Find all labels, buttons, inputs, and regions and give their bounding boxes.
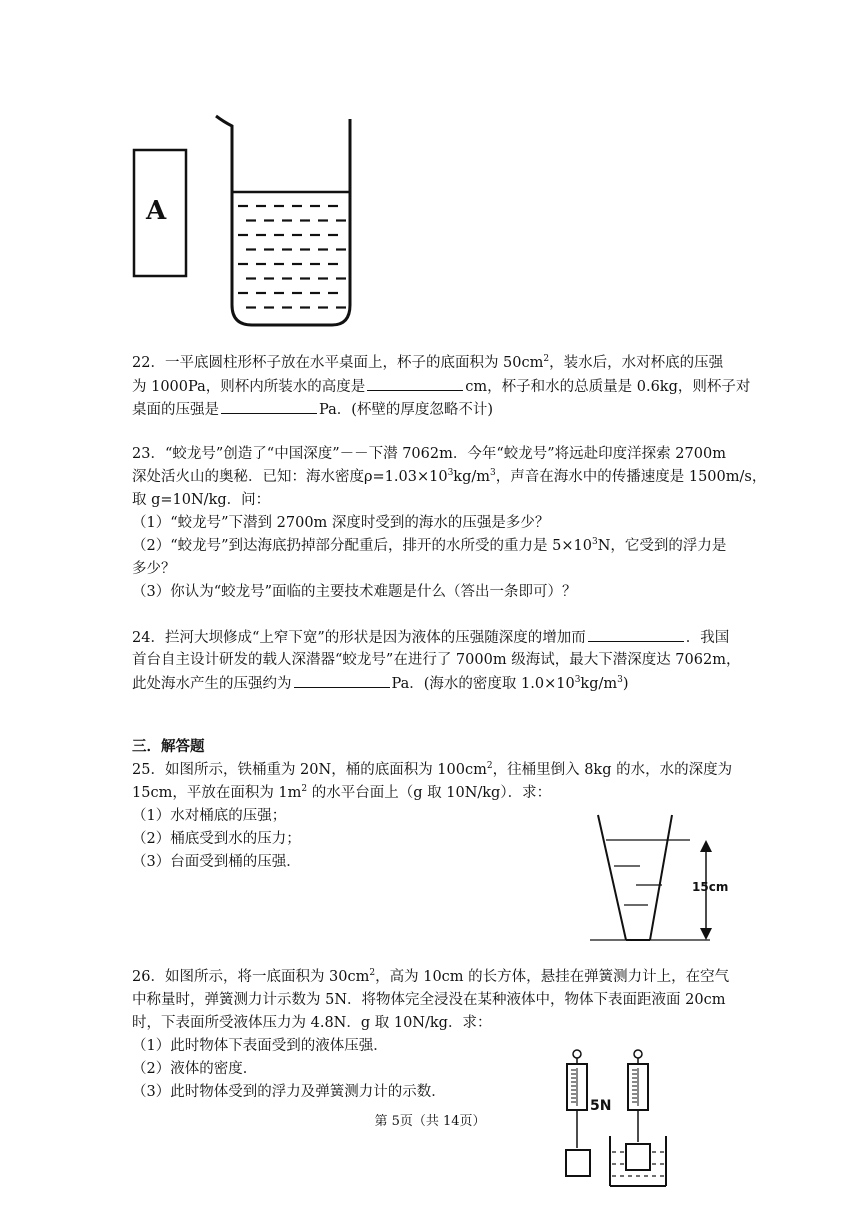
water-dashes: [238, 206, 346, 308]
q23-line7: （3）你认为“蛟龙号”面临的主要技术难题是什么（答出一条即可）？: [132, 584, 577, 600]
beaker: [216, 116, 350, 325]
q24-line2: 首台自主设计研发的载人深潜器“蛟龙号”在进行了 7000m 级海试，最大下潜深度达 7062m，: [132, 652, 741, 668]
q25-line1: 25．如图所示，铁桶重为 20N，桶的底面积为 $100cm^2$，往桶里倒入 8kg 的水，水的深度为: [132, 761, 733, 778]
q25-line4: （2）桶底受到水的压力；: [132, 831, 301, 847]
liquid-container: [610, 1136, 666, 1186]
q23-line6: 多少？: [132, 561, 176, 577]
bucket-depth-label: 15cm: [692, 880, 729, 894]
q26-line4: （1）此时物体下表面受到的液体压强．: [132, 1038, 388, 1054]
answer-blank[interactable]: [367, 375, 463, 391]
section-heading: 三．解答题: [132, 738, 205, 755]
q23-line2: 深处活火山的奥秘．已知：海水密度$\rho=1.03\times 10^3kg/m^3$，声音在海水中的传播速度是 1500m/s，: [132, 468, 767, 485]
q22-line1: 22．一平底圆柱形杯子放在水平桌面上，杯子的底面积为 $50cm^2$，装水后，水对杯底的压强: [132, 354, 724, 371]
block-a-label: A: [146, 196, 167, 226]
q26-line3: 时，下表面所受液体压力为 4.8N．g 取 10N/kg．求：: [132, 1015, 492, 1031]
answer-blank[interactable]: [294, 672, 390, 688]
q26-line2: 中称量时，弹簧测力计示数为 5N．将物体完全浸没在某种液体中，物体下表面距液面 20cm: [132, 992, 726, 1008]
q24-line1: 24．拦河大坝修成“上窄下宽”的形状是因为液体的压强随深度的增加而 ．我国: [132, 626, 729, 649]
q25-line2: 15cm，平放在面积为 $1m^2$ 的水平台面上（g 取 10N/kg）．求：: [132, 784, 552, 801]
q22-line2: 为 1000Pa，则杯内所装水的高度是 cm，杯子和水的总质量是 0.6kg，则杯子对: [132, 375, 750, 398]
q23-line5: （2）“蛟龙号”到达海底扔掉部分配重后，排开的水所受的重力是 $5\times 10^3N$，它受到的浮力是: [132, 537, 727, 554]
q25-line5: （3）台面受到桶的压强．: [132, 854, 301, 870]
q24-line3: 此处海水产生的压强约为 Pa．(海水的密度取 $1.0\times 10^3kg/m^3$): [132, 672, 629, 695]
q23-line1: 23．“蛟龙号”创造了“中国深度”－－下潜 7062m．今年“蛟龙号”将远赴印度洋探索 2700m: [132, 446, 726, 462]
spring-scale-reading-label: 5N: [590, 1098, 612, 1114]
q23-line3: 取 g=10N/kg．问：: [132, 492, 271, 508]
q26-line6: （3）此时物体受到的浮力及弹簧测力计的示数．: [132, 1084, 446, 1100]
page-footer: 第 5页（共 14页）: [374, 1114, 486, 1129]
q22-line3: 桌面的压强是 Pa．(杯壁的厚度忽略不计): [132, 398, 493, 421]
answer-blank[interactable]: [221, 398, 317, 414]
figure-block-and-beaker: [0, 0, 860, 340]
answer-blank[interactable]: [588, 626, 684, 642]
q23-line4: （1）“蛟龙号”下潜到 2700m 深度时受到的海水的压强是多少？: [132, 515, 550, 531]
q26-line5: （2）液体的密度．: [132, 1061, 258, 1077]
q25-line3: （1）水对桶底的压强；: [132, 808, 287, 824]
q26-line1: 26．如图所示，将一底面积为 $30cm^2$，高为 10cm 的长方体，悬挂在弹簧测力计上，在空气: [132, 968, 730, 985]
